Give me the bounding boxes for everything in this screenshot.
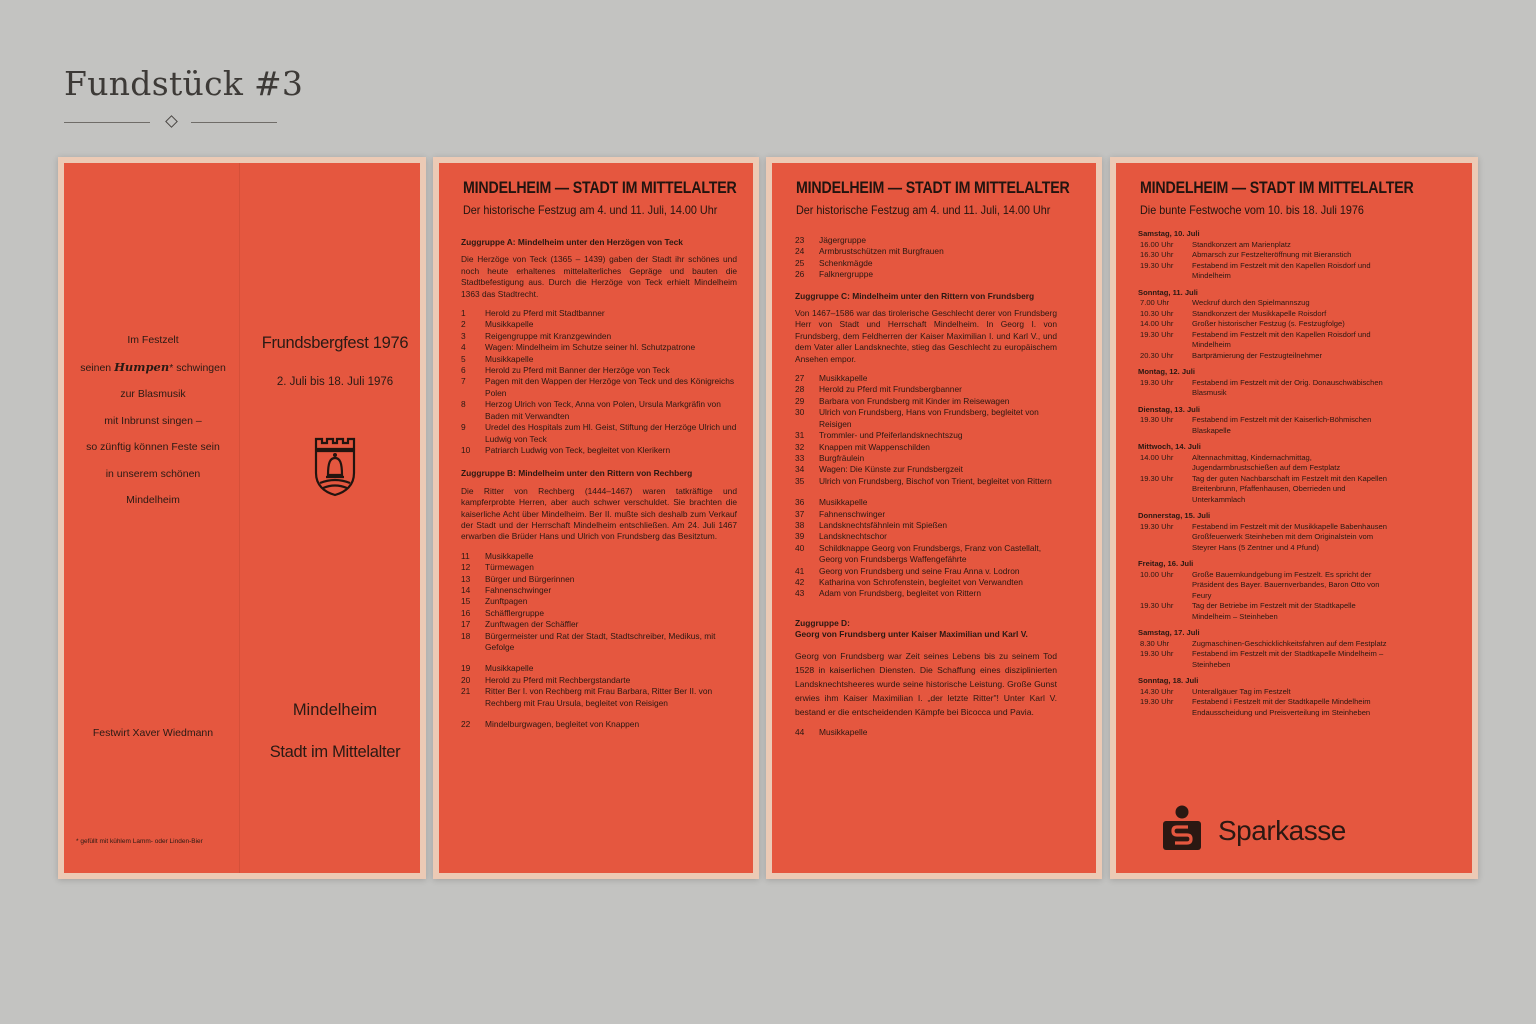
poem-line: Im Festzelt: [127, 334, 179, 346]
schedule-day: Donnerstag, 15. Juli: [1138, 511, 1211, 520]
event-text: Standkonzert der Musikkapelle Roisdorf: [1192, 308, 1327, 318]
item-text: Georg von Frundsberg und seine Frau Anna v. Lodron: [819, 565, 1020, 576]
schedule-event: [1138, 415, 1388, 436]
item-text: Adam von Frundsberg, begleitet von Rittern: [819, 588, 982, 599]
list-item: [461, 675, 737, 686]
item-number: 8: [461, 399, 466, 410]
list-item: [795, 476, 1057, 487]
event-time: 19.30 Uhr: [1140, 260, 1174, 270]
list-item: [795, 566, 1057, 577]
item-number: 6: [461, 365, 466, 376]
item-text: Musikkapelle: [485, 663, 534, 674]
list-item: [795, 464, 1057, 475]
event-time: 19.30 Uhr: [1140, 649, 1174, 658]
list-item: [795, 396, 1057, 407]
item-number: 43: [795, 588, 805, 599]
item-number: 4: [461, 342, 466, 353]
list-item: [461, 551, 737, 562]
panel-heading: MINDELHEIM — STADT IM MITTELALTER: [1140, 179, 1414, 197]
event-time: 19.30 Uhr: [1140, 329, 1174, 339]
list-item: [461, 365, 737, 376]
page-title: Fundstück #3: [64, 64, 304, 103]
item-text: Uredel des Hospitals zum Hl. Geist, Stiftung der Herzöge Ulrich und Ludwig von Teck: [485, 422, 737, 444]
list-item: [461, 342, 737, 353]
list-item: [795, 453, 1057, 464]
fest-dates: 2. Juli bis 18. Juli 1976: [276, 376, 394, 388]
item-text: Musikkapelle: [819, 497, 868, 508]
item-number: 17: [461, 619, 471, 630]
item-text: Schildknappe Georg von Frundsbergs, Franz von Castellalt, Georg von Frundsbergs Waffengefährte: [819, 542, 1042, 565]
item-text: Ulrich von Frundsberg, Bischof von Trient, begleitet von Rittern: [819, 475, 1052, 486]
group-c-list: [795, 373, 1057, 487]
schedule-day: Sonntag, 18. Juli: [1138, 676, 1199, 685]
item-text: Zunftpagen: [485, 596, 528, 607]
festwirt: Festwirt Xaver Wiedmann: [92, 727, 214, 739]
item-number: 12: [461, 562, 471, 573]
event-text: Große Bauernkundgebung im Festzelt. Es spricht der Präsident des Bayer. Bauernverbandes, Baron Otto von Feury: [1192, 569, 1380, 600]
item-text: Wagen: Mindelheim im Schutze seiner hl. Schutzpatrone: [485, 342, 696, 353]
item-number: 1: [461, 308, 466, 319]
panel-content: [795, 235, 1057, 748]
schedule-event: [1138, 474, 1388, 506]
group-b-list: [461, 663, 737, 709]
list-item: [461, 399, 737, 422]
item-text: Mindelburgwagen, begleitet von Knappen: [485, 719, 640, 730]
list-item: [461, 663, 737, 674]
item-text: Barbara von Frundsberg mit Kinder im Reisewagen: [819, 395, 1010, 406]
group-d-text: Georg von Frundsberg war Zeit seines Lebens bis zu seinem Tod 1528 in kaiserlichen Diensten. Die Schaffung eines disziplinierten Landsknechtsheeres wurde seine historische Leistung. Große Gunst erwies ihm Kaiser Maximilian I. „der letzte Ritter"! Unter Karl V. bestand er die entscheidenden Kämpfe bei Bicocca und Pavia.: [795, 650, 1057, 717]
item-number: 44: [795, 726, 805, 737]
item-text: Schäfflergruppe: [485, 607, 544, 618]
event-time: 19.30 Uhr: [1140, 415, 1174, 424]
item-number: 36: [795, 497, 805, 508]
item-text: Zunftwagen der Schäffler: [485, 619, 579, 630]
item-number: 20: [461, 674, 471, 685]
event-time: 19.30 Uhr: [1140, 521, 1174, 531]
event-time: 8.30 Uhr: [1140, 638, 1170, 648]
list-item: [795, 258, 1057, 269]
panel-content: [461, 237, 737, 740]
item-number: 26: [795, 269, 805, 280]
list-item: [795, 588, 1057, 599]
poem-line: Mindelheim: [126, 494, 180, 506]
list-item: [795, 543, 1057, 566]
event-text: Weckruf durch den Spielmannszug: [1192, 298, 1310, 307]
item-number: 9: [461, 422, 466, 433]
poem-line: seinen Humpen* schwingen: [80, 359, 226, 374]
panel-subheading: Die bunte Festwoche vom 10. bis 18. Juli 1976: [1140, 203, 1364, 217]
panel-subheading: Der historische Festzug am 4. und 11. Juli, 14.00 Uhr: [796, 203, 1051, 217]
panel-heading: MINDELHEIM — STADT IM MITTELALTER: [796, 179, 1070, 197]
list-item: [461, 596, 737, 607]
item-number: 34: [795, 464, 805, 475]
item-number: 42: [795, 576, 805, 587]
cover-right-column: [242, 163, 420, 873]
item-text: Musikkapelle: [485, 319, 534, 330]
item-text: Landsknechtschor: [819, 531, 887, 542]
list-item: [461, 319, 737, 330]
group-d-title: Zuggruppe D: Georg von Frundsberg unter Kaiser Maximilian und Karl V.: [795, 617, 1028, 640]
list-item: [795, 384, 1057, 395]
event-time: 7.00 Uhr: [1140, 298, 1170, 307]
event-time: 19.30 Uhr: [1140, 377, 1174, 387]
humpen-script-word: Humpen: [114, 359, 170, 374]
header-rule-right: [191, 122, 277, 123]
schedule-day: Samstag, 10. Juli: [1138, 229, 1200, 238]
event-text: Festabend im Festzelt mit der Kaiserlich-Böhmischen Blaskapelle: [1192, 415, 1372, 435]
list-item: [461, 445, 737, 456]
event-time: 20.30 Uhr: [1140, 350, 1174, 360]
item-text: Türmewagen: [485, 562, 534, 573]
item-number: 24: [795, 246, 805, 257]
schedule-event: [1138, 378, 1388, 399]
schedule-event: [1138, 601, 1388, 622]
schedule-day: Samstag, 17. Juli: [1138, 628, 1200, 637]
list-item: [461, 686, 737, 709]
item-text: Armbrustschützen mit Burgfrauen: [819, 246, 944, 257]
group-b-text: Die Ritter von Rechberg (1444–1467) waren tatkräftige und kampferprobte Herren, aber auch schwer verschuldet. Sie brachten die kaiserliche Acht über Mindelheim. Ber II. mußte sich deshalb zum Verkauf der Stadt und der Herrschaft Mindelheim entschließen. Am 24. Juli 1467 erwarben die Brüder Hans und Ulrich von Frundsberg das Besitztum.: [461, 485, 737, 542]
event-text: Festabend im Festzelt mit der Stadtkapelle Mindelheim – Steinheben: [1192, 649, 1384, 669]
poem-line: in unserem schönen: [105, 467, 201, 480]
group-b-title: Zuggruppe B: Mindelheim unter den Rittern von Rechberg: [461, 468, 693, 479]
schedule-event: [1138, 687, 1388, 698]
item-number: 31: [795, 430, 805, 441]
list-item: [795, 727, 1057, 738]
event-time: 16.30 Uhr: [1140, 250, 1174, 259]
item-text: Knappen mit Wappenschilden: [819, 441, 930, 452]
poem-line: zur Blasmusik: [120, 388, 186, 400]
list-item: [795, 520, 1057, 531]
event-text: Standkonzert am Marienplatz: [1192, 239, 1291, 249]
item-text: Herold zu Pferd mit Stadtbanner: [485, 308, 605, 319]
item-text: Katharina von Schrofenstein, begleitet von Verwandten: [819, 576, 1023, 587]
list-item: [795, 430, 1057, 441]
item-number: 19: [461, 663, 471, 674]
list-item: [795, 531, 1057, 542]
list-item: [461, 619, 737, 630]
group-b-list: [461, 719, 737, 730]
event-time: 14.00 Uhr: [1140, 319, 1174, 328]
list-item: [795, 577, 1057, 588]
item-text: Herold zu Pferd mit Banner der Herzöge von Teck: [485, 365, 670, 376]
item-number: 32: [795, 441, 805, 452]
town-name: Mindelheim: [292, 701, 378, 719]
list-item: [461, 608, 737, 619]
event-text: Festabend i Festzelt mit der Stadtkapelle Mindelheim Endausscheidung und Preisverteilung im Steinheben: [1192, 697, 1371, 717]
group-a-list: [461, 308, 737, 456]
schedule-event: [1138, 522, 1388, 554]
group-c-list: [795, 497, 1057, 600]
event-text: Tag der Betriebe im Festzelt mit der Stadtkapelle Mindelheim – Steinheben: [1192, 601, 1356, 621]
list-item: [461, 585, 737, 596]
item-number: 2: [461, 319, 466, 330]
event-text: Unterallgäuer Tag im Festzelt: [1192, 686, 1291, 696]
group-a-text: Die Herzöge von Teck (1365 – 1439) gaben der Stadt ihr schönes und noch heute erhaltenes mittelalterliches Gepräge und bauten die Stadtbefestigung aus. Durch die Herzöge von Teck erhielt Mindelheim 1363 das Stadtrecht.: [461, 254, 737, 299]
schedule-day: Dienstag, 13. Juli: [1138, 404, 1201, 414]
brochure-cover-panel: [64, 163, 420, 873]
item-number: 33: [795, 452, 805, 463]
item-number: 21: [461, 686, 471, 697]
cover-left-column: [64, 163, 242, 873]
item-text: Burgfräulein: [819, 452, 865, 463]
list-item: [461, 354, 737, 365]
event-time: 14.00 Uhr: [1140, 452, 1174, 462]
list-item: [795, 442, 1057, 453]
list-item: [795, 509, 1057, 520]
item-text: Musikkapelle: [819, 373, 868, 384]
coat-of-arms-icon: [312, 433, 358, 497]
list-item: [461, 308, 737, 319]
schedule-event: [1138, 309, 1388, 320]
list-item: [461, 331, 737, 342]
group-a-title: Zuggruppe A: Mindelheim unter den Herzögen von Teck: [461, 237, 683, 247]
item-number: 29: [795, 395, 805, 406]
item-text: Patriarch Ludwig von Teck, begleitet von Klerikern: [485, 444, 671, 455]
poem-line: so zünftig können Feste sein: [86, 441, 220, 453]
item-text: Falknergruppe: [819, 269, 874, 280]
event-text: Großer historischer Festzug (s. Festzugfolge): [1192, 319, 1345, 328]
group-b-continued-list: [795, 235, 1057, 281]
schedule-event: [1138, 453, 1388, 474]
list-item: [461, 562, 737, 573]
panel-subheading: Der historische Festzug am 4. und 11. Juli, 14.00 Uhr: [463, 203, 718, 217]
item-number: 18: [461, 630, 471, 641]
item-number: 15: [461, 596, 471, 607]
town-subtitle: Stadt im Mittelalter: [269, 743, 401, 761]
item-number: 23: [795, 235, 805, 245]
item-text: Musikkapelle: [819, 726, 868, 737]
schedule-day: Mittwoch, 14. Juli: [1138, 442, 1201, 451]
item-number: 22: [461, 719, 471, 730]
event-text: Tag der guten Nachbarschaft im Festzelt mit den Kapellen Breitenbrunn, Pfaffenhausen, Oberrieden und Unterkammlach: [1192, 473, 1388, 504]
item-number: 30: [795, 407, 805, 418]
poem-line: mit Inbrunst singen –: [104, 414, 202, 427]
item-number: 27: [795, 373, 805, 384]
schedule-event: [1138, 570, 1388, 602]
list-item: [795, 497, 1057, 508]
event-text: Festabend im Festzelt mit der Musikkapelle Babenhausen Großfeuerwerk Steinheben mit dem Originalstein vom Steyrer Hans (5 Zentner und 4 Pfund): [1192, 521, 1388, 552]
diamond-ornament-icon: [165, 115, 178, 128]
schedule-event: [1138, 319, 1388, 330]
item-number: 13: [461, 573, 471, 584]
sparkasse-logo-icon: [1162, 805, 1202, 851]
item-number: 39: [795, 531, 805, 542]
item-number: 11: [461, 550, 470, 561]
item-text: Herold zu Pferd mit Frundsbergbanner: [819, 384, 962, 395]
item-text: Herzog Ulrich von Teck, Anna von Polen, Ursula Markgräfin von Baden mit Verwandten: [485, 399, 721, 421]
event-time: 19.30 Uhr: [1140, 473, 1174, 483]
item-number: 28: [795, 384, 805, 395]
schedule-event: [1138, 240, 1388, 251]
item-text: Pagen mit den Wappen der Herzöge von Teck und des Königreichs Polen: [485, 376, 735, 398]
item-number: 41: [795, 565, 805, 576]
footnote: * gefüllt mit kühlem Lamm- oder Linden-Bier: [76, 838, 203, 845]
item-number: 38: [795, 519, 805, 530]
event-text: Abmarsch zur Festzelteröffnung mit Bieranstich: [1192, 250, 1352, 259]
list-item: [795, 269, 1057, 280]
item-text: Trommler- und Pfeiferlandsknechtszug: [819, 430, 963, 441]
event-text: Zugmaschinen-Geschicklichkeitsfahren auf dem Festplatz: [1192, 638, 1387, 648]
item-number: 7: [461, 376, 466, 387]
list-item: [795, 246, 1057, 257]
group-d-list: [795, 727, 1057, 738]
sparkasse-wordmark: Sparkasse: [1218, 815, 1346, 846]
item-text: Wagen: Die Künste zur Frundsbergzeit: [819, 464, 963, 475]
item-number: 14: [461, 584, 471, 595]
event-time: 10.00 Uhr: [1140, 569, 1174, 579]
event-text: Festabend im Festzelt mit den Kapellen Roisdorf und Mindelheim: [1192, 329, 1371, 349]
event-time: 16.00 Uhr: [1140, 239, 1174, 249]
schedule-event: [1138, 261, 1388, 282]
list-item: [795, 407, 1057, 430]
item-text: Jägergruppe: [819, 235, 867, 245]
event-time: 19.30 Uhr: [1140, 601, 1174, 610]
list-item: [461, 719, 737, 730]
group-c-title: Zuggruppe C: Mindelheim unter den Rittern von Frundsberg: [795, 290, 1035, 301]
event-text: Festabend im Festzelt mit den Kapellen Roisdorf und Mindelheim: [1192, 260, 1371, 280]
event-text: Festabend im Festzelt mit der Orig. Donauschwäbischen Blasmusik: [1192, 377, 1383, 397]
item-number: 10: [461, 444, 471, 455]
event-time: 19.30 Uhr: [1140, 697, 1174, 706]
schedule-day: Montag, 12. Juli: [1138, 367, 1195, 376]
panel-heading: MINDELHEIM — STADT IM MITTELALTER: [463, 179, 737, 197]
event-time: 10.30 Uhr: [1140, 308, 1174, 318]
schedule-event: [1138, 639, 1388, 650]
item-text: Musikkapelle: [485, 353, 534, 364]
festwoche-schedule: [1138, 223, 1388, 718]
festwoche-panel: [1116, 163, 1472, 873]
festzug-panel-1: [439, 163, 753, 873]
item-text: Bürgermeister und Rat der Stadt, Stadtschreiber, Medikus, mit Gefolge: [485, 630, 716, 652]
fest-title: Frundsbergfest 1976: [261, 334, 409, 352]
schedule-event: [1138, 298, 1388, 309]
item-number: 40: [795, 542, 805, 553]
item-number: 35: [795, 475, 805, 486]
event-text: Bartprämierung der Festzugteilnehmer: [1192, 350, 1322, 360]
item-number: 37: [795, 508, 805, 519]
item-text: Fahnenschwinger: [485, 584, 552, 595]
group-b-list: [461, 551, 737, 654]
item-text: Fahnenschwinger: [819, 508, 886, 519]
item-text: Schenkmägde: [819, 257, 873, 268]
schedule-event: [1138, 351, 1388, 362]
schedule-event: [1138, 697, 1388, 718]
item-text: Musikkapelle: [485, 550, 534, 561]
list-item: [461, 631, 737, 654]
item-number: 5: [461, 353, 466, 364]
list-item: [461, 574, 737, 585]
schedule-day: Sonntag, 11. Juli: [1138, 287, 1198, 297]
item-text: Bürger und Bürgerinnen: [485, 573, 575, 584]
schedule-event: [1138, 250, 1388, 261]
poem: [64, 327, 242, 514]
schedule-event: [1138, 649, 1388, 670]
festzug-panel-2: [772, 163, 1096, 873]
item-number: 16: [461, 607, 471, 618]
event-text: Altennachmittag, Kindernachmittag, Jugendarmbrustschießen auf dem Festplatz: [1192, 452, 1341, 472]
list-item: [795, 373, 1057, 384]
group-c-text: Von 1467–1586 war das tirolerische Geschlecht derer von Frundsberg Herr von Stadt und Herrschaft Mindelheim. In Georg I. von Frundsberg, dem Feldherren der Kaiser Maximilian I. und Karl V., und dem Vater aller Landsknechte, stieg das Geschlecht zu europäischem Ansehen empor.: [795, 308, 1057, 364]
item-text: Herold zu Pferd mit Rechbergstandarte: [485, 674, 631, 685]
schedule-day: Freitag, 16. Juli: [1138, 559, 1194, 568]
item-text: Ulrich von Frundsberg, Hans von Frundsberg, begleitet von Reisigen: [819, 407, 1039, 429]
item-number: 25: [795, 257, 805, 268]
header-rule-left: [64, 122, 150, 123]
list-item: [461, 422, 737, 445]
event-time: 14.30 Uhr: [1140, 686, 1174, 696]
item-text: Reigengruppe mit Kranzgewinden: [485, 330, 612, 341]
item-text: Ritter Ber I. von Rechberg mit Frau Barbara, Ritter Ber II. von Rechberg mit Frau Ursula, begleitet von Reisigen: [485, 686, 713, 708]
list-item: [461, 376, 737, 399]
list-item: [795, 235, 1057, 246]
schedule-event: [1138, 330, 1388, 351]
item-number: 3: [461, 330, 466, 341]
item-text: Landsknechtsfähnlein mit Spießen: [819, 519, 948, 530]
